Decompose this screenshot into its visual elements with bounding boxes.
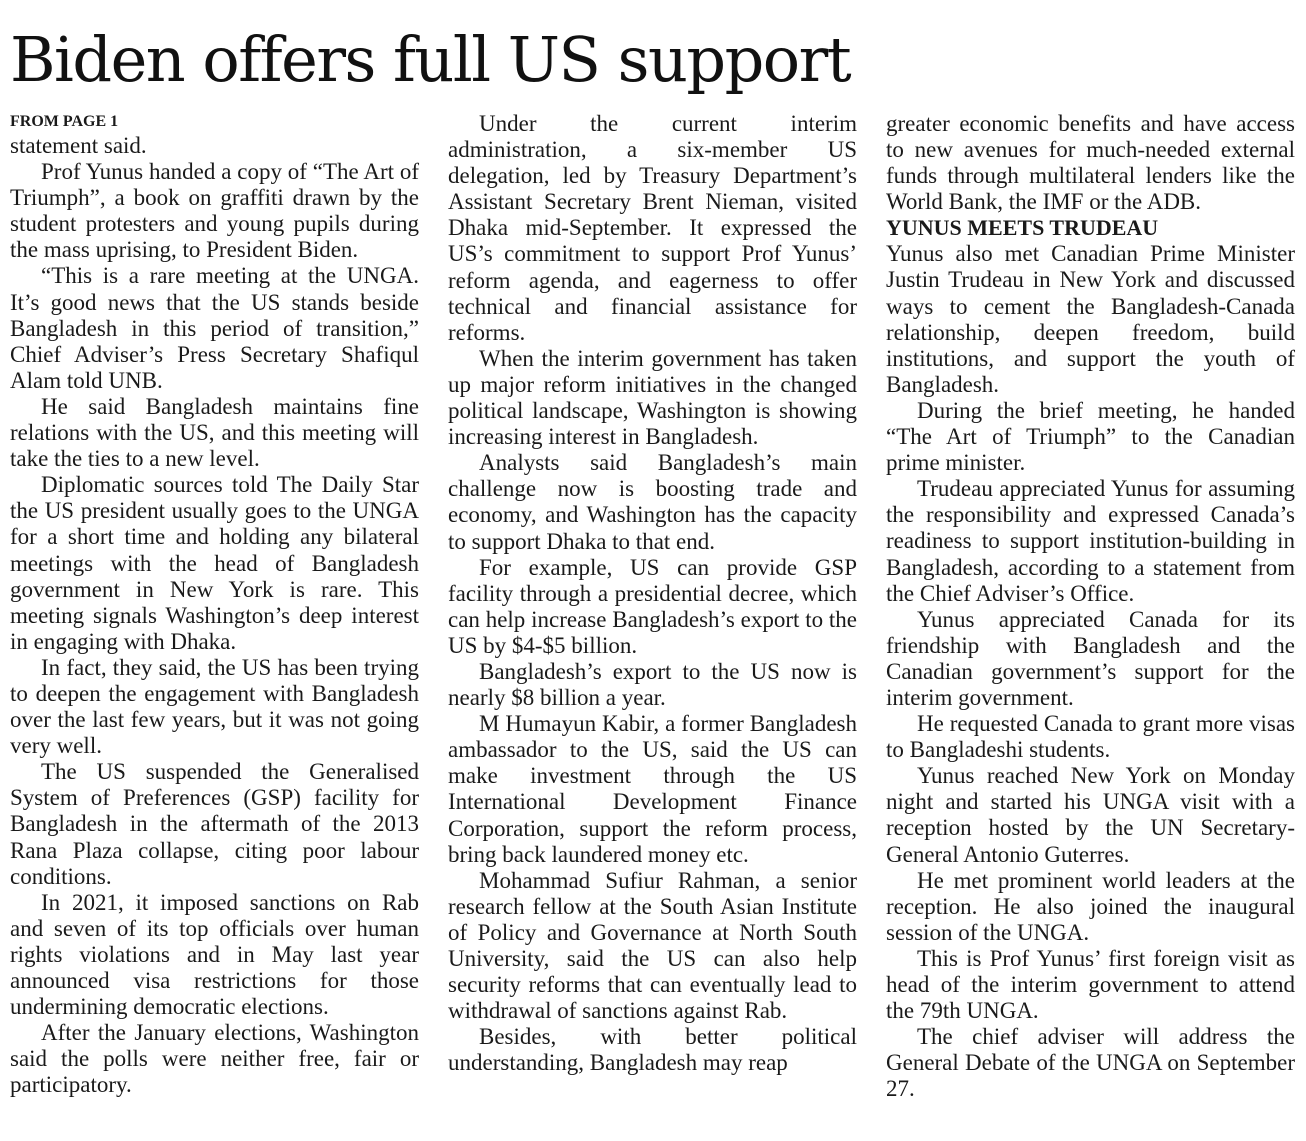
paragraph: Diplomatic sources told The Daily Star the US president usually goes to the UNGA for a short time and holding any bilateral meetings with the head of Bangladesh government in New York is rare. This meeting signals Washington’s deep interest in engaging with Dhaka. xyxy=(10,472,419,654)
paragraph: greater economic benefits and have access to new avenues for much-needed external funds through multilateral lenders like the World Bank, the IMF or the ADB. xyxy=(886,111,1295,215)
paragraph: The chief adviser will address the General Debate of the UNGA on September 27. xyxy=(886,1024,1295,1102)
paragraph: In 2021, it imposed sanctions on Rab and seven of its top officials over human rights violations and in May last year announced visa restrictions for those undermining democratic elections. xyxy=(10,889,419,1020)
paragraph: Analysts said Bangladesh’s main challenge now is boosting trade and economy, and Washington has the capacity to support Dhaka to that end. xyxy=(448,450,857,554)
paragraph: statement said. xyxy=(10,133,147,158)
paragraph: Trudeau appreciated Yunus for assuming the responsibility and expressed Canada’s readiness to support institution-building in Bangladesh, according to a statement from the Chief Adviser’s Office. xyxy=(886,476,1295,606)
paragraph: Bangladesh’s export to the US now is nearly $8 billion a year. xyxy=(448,658,857,711)
paragraph: Yunus also met Canadian Prime Minister Justin Trudeau in New York and discussed ways to cement the Bangladesh-Canada relationship, deepen freedom, build institutions, and support the youth of Bangladesh. xyxy=(886,241,1295,397)
paragraph: After the January elections, Washington said the polls were neither free, fair or participatory. xyxy=(10,1020,419,1098)
paragraph: Yunus appreciated Canada for its friendship with Bangladesh and the Canadian government’s support for the interim government. xyxy=(886,606,1295,710)
paragraph: During the brief meeting, he handed “The Art of Triumph” to the Canadian prime minister. xyxy=(886,397,1295,476)
article-column-2 xyxy=(448,111,857,1076)
paragraph: Prof Yunus handed a copy of “The Art of Triumph”, a book on graffiti drawn by the student protesters and young pupils during the mass uprising, to President Biden. xyxy=(10,159,419,263)
paragraph: He said Bangladesh maintains fine relations with the US, and this meeting will take the ties to a new level. xyxy=(10,393,419,472)
paragraph: He requested Canada to grant more visas to Bangladeshi students. xyxy=(886,711,1295,763)
paragraph: In fact, they said, the US has been trying to deepen the engagement with Bangladesh over the last few years, but it was not going very well. xyxy=(10,654,419,759)
paragraph: When the interim government has taken up major reform initiatives in the changed political landscape, Washington is showing increasing interest in Bangladesh. xyxy=(448,345,857,450)
paragraph: Mohammad Sufiur Rahman, a senior research fellow at the South Asian Institute of Policy and Governance at North South University, said the US can also help security reforms that can eventually lead to withdrawal of sanctions against Rab. xyxy=(448,867,857,1024)
paragraph: He met prominent world leaders at the reception. He also joined the inaugural session of the UNGA. xyxy=(886,867,1295,945)
article-column-1 xyxy=(10,111,419,1098)
paragraph: This is Prof Yunus’ first foreign visit as head of the interim government to attend the 79th UNGA. xyxy=(886,945,1295,1024)
section-subhead: YUNUS MEETS TRUDEAU xyxy=(886,215,1159,241)
continuation-kicker: FROM PAGE 1 xyxy=(10,113,119,130)
paragraph: “This is a rare meeting at the UNGA. It’s good news that the US stands beside Bangladesh in this period of transition,” Chief Adviser’s Press Secretary Shafiqul Alam told UNB. xyxy=(10,263,419,393)
paragraph: The US suspended the Generalised System of Preferences (GSP) facility for Bangladesh in the aftermath of the 2013 Rana Plaza collapse, citing poor labour conditions. xyxy=(10,759,419,889)
paragraph: Under the current interim administration, a six-member US delegation, led by Treasury Department’s Assistant Secretary Brent Nieman, visited Dhaka mid-September. It expressed the US’s commitment to support Prof Yunus’ reform agenda, and eagerness to offer technical and financial assistance for reforms. xyxy=(448,111,857,345)
headline: Biden offers full US support xyxy=(10,23,851,96)
paragraph: Besides, with better political understanding, Bangladesh may reap xyxy=(448,1024,857,1076)
paragraph: Yunus reached New York on Monday night and started his UNGA visit with a reception hosted by the UN Secretary-General Antonio Guterres. xyxy=(886,763,1295,867)
article-column-3 xyxy=(886,111,1295,1102)
paragraph: M Humayun Kabir, a former Bangladesh ambassador to the US, said the US can make investment through the US International Development Finance Corporation, support the reform process, bring back laundered money etc. xyxy=(448,711,857,867)
paragraph: For example, US can provide GSP facility through a presidential decree, which can help increase Bangladesh’s export to the US by $4-$5 billion. xyxy=(448,554,857,658)
